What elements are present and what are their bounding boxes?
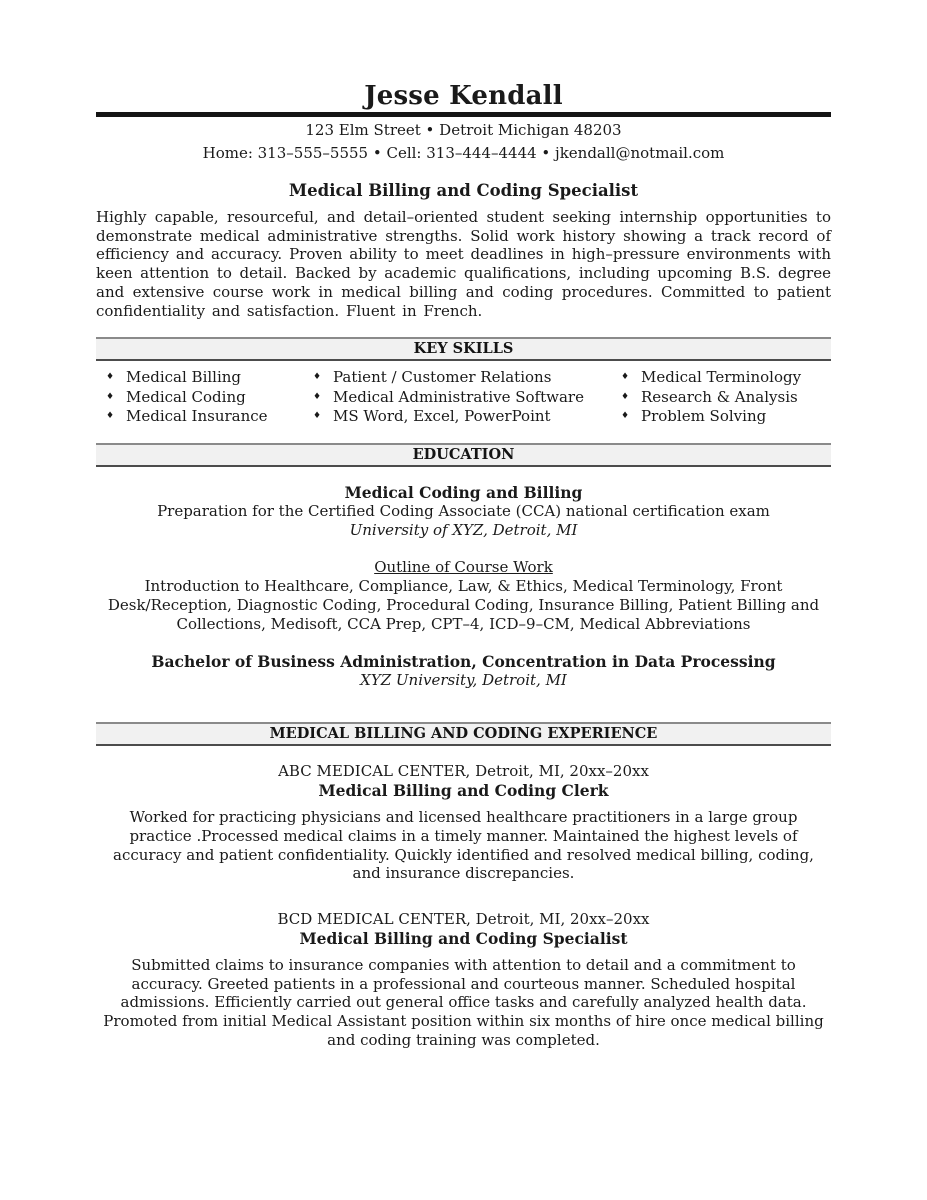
skill-label: Problem Solving (641, 406, 767, 425)
diamond-bullet-icon: ♦ (106, 410, 115, 421)
skill-label: Medical Administrative Software (333, 387, 584, 406)
header-rule (96, 112, 831, 117)
education-section (96, 483, 831, 690)
skill-item (619, 388, 831, 407)
section-heading-key-skills: KEY SKILLS (96, 337, 831, 361)
job-entry (96, 762, 831, 883)
skills-column-2 (311, 368, 619, 426)
job-description: Submitted claims to insurance companies with attention to detail and a commitment to accuracy. Greeted patients in a professional and courteous manner. Scheduled hospital admissions. Efficiently carried out general office tasks and carefully analyzed health data. Promoted from initial Medical Assistant position within six months of hire once medical billing and coding training was completed. (103, 955, 824, 1049)
job-description: Worked for practicing physicians and licensed healthcare practitioners in a large group practice .Processed medical claims in a timely manner. Maintained the highest levels of accuracy and patient confidentiality. Quickly identified and resolved medical billing, coding, and insurance discrepancies. (113, 808, 814, 883)
job-title: Medical Billing and Coding Specialist (299, 928, 628, 948)
job-employer: BCD MEDICAL CENTER, Detroit, MI, 20xx–20xx (277, 909, 650, 928)
resume-title: Medical Billing and Coding Specialist (288, 181, 639, 200)
skill-item (619, 368, 831, 387)
job-employer: ABC MEDICAL CENTER, Detroit, MI, 20xx–20xx (278, 762, 649, 781)
skills-column-1 (104, 368, 311, 426)
skill-item (311, 407, 619, 426)
degree-school: XYZ University, Detroit, MI (360, 671, 567, 690)
skill-item (311, 388, 619, 407)
diamond-bullet-icon: ♦ (313, 410, 322, 421)
education-entry (96, 483, 831, 540)
coursework-list: Introduction to Healthcare, Compliance, Law, & Ethics, Medical Terminology, Front Desk/Reception, Diagnostic Coding, Procedural Coding, Insurance Billing, Patient Billing and Collections, Medisoft, CCA Prep, CPT–4, ICD–9–CM, Medical Abbreviations (107, 577, 820, 634)
diamond-bullet-icon: ♦ (621, 372, 630, 383)
skill-item (104, 407, 311, 426)
section-heading-education: EDUCATION (96, 443, 831, 467)
key-skills-list (96, 361, 831, 426)
address-line: 123 Elm Street • Detroit Michigan 48203 (305, 121, 622, 139)
section-heading-experience: MEDICAL BILLING AND CODING EXPERIENCE (96, 722, 831, 746)
diamond-bullet-icon: ♦ (621, 391, 630, 402)
diamond-bullet-icon: ♦ (313, 391, 322, 402)
skill-label: Medical Coding (126, 387, 246, 406)
education-entry (96, 652, 831, 690)
skill-label: Medical Terminology (641, 368, 802, 387)
skill-item (104, 368, 311, 387)
skill-item (104, 388, 311, 407)
skill-label: Medical Insurance (126, 406, 268, 425)
skill-item (619, 407, 831, 426)
diamond-bullet-icon: ♦ (106, 372, 115, 383)
skill-label: Research & Analysis (641, 387, 798, 406)
diamond-bullet-icon: ♦ (313, 372, 322, 383)
job-entry (96, 910, 831, 1050)
degree-detail: Preparation for the Certified Coding Associate (CCA) national certification exam (157, 502, 770, 521)
degree-title: Medical Coding and Billing (344, 483, 583, 503)
contact-line: Home: 313–555–5555 • Cell: 313–444–4444 • jkendall@notmail.com (202, 144, 725, 162)
coursework-heading: Outline of Course Work (374, 558, 553, 577)
diamond-bullet-icon: ♦ (621, 410, 630, 421)
summary-paragraph: Highly capable, resourceful, and detail–oriented student seeking internship opportunities to demonstrate medical administrative strengths. Solid work history showing a track record of efficiency and accuracy. Proven ability to meet deadlines in high–pressure environments with keen attention to detail. Backed by academic qualifications, including upcoming B.S. degree and extensive course work in medical billing and coding procedures. Committed to patient confidentiality and satisfaction. Fluent in French. (96, 208, 831, 320)
skill-item (311, 368, 619, 387)
skill-label: Patient / Customer Relations (333, 368, 552, 387)
degree-school: University of XYZ, Detroit, MI (349, 521, 578, 540)
skills-column-3 (619, 368, 831, 426)
degree-title: Bachelor of Business Administration, Concentration in Data Processing (151, 652, 776, 672)
skill-label: Medical Billing (126, 368, 242, 387)
coursework-block (96, 558, 831, 634)
candidate-name: Jesse Kendall (364, 81, 563, 111)
job-title: Medical Billing and Coding Clerk (318, 781, 609, 801)
diamond-bullet-icon: ♦ (106, 391, 115, 402)
skill-label: MS Word, Excel, PowerPoint (333, 406, 551, 425)
